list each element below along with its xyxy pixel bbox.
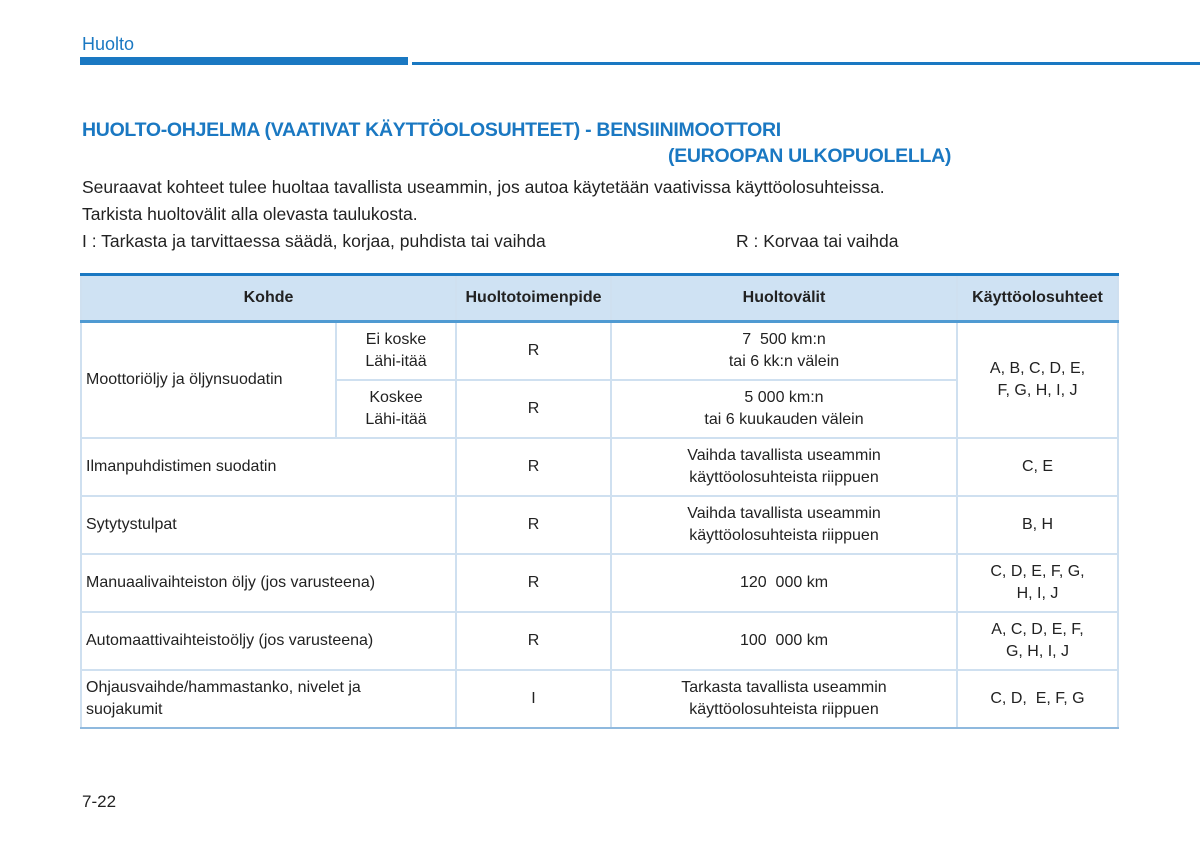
maintenance-table <box>80 273 1119 729</box>
header-rule-thin <box>412 62 1200 65</box>
row-interval <box>611 670 957 728</box>
oil-conditions <box>957 322 1118 438</box>
oil-sub2-label-line1: Koskee <box>369 388 423 406</box>
row-action: I <box>456 670 611 728</box>
row-conditions-line1: C, E <box>1021 457 1054 475</box>
row-interval <box>611 554 957 612</box>
table-row <box>81 554 1118 612</box>
oil-sub1-interval-line2: tai 6 kk:n välein <box>728 352 840 370</box>
oil-sub2-label <box>336 380 456 438</box>
row-item: Automaattivaihteistoöljy (jos varusteena) <box>81 612 456 670</box>
row-interval <box>611 438 957 496</box>
oil-sub2-interval <box>611 380 957 438</box>
intro-text-line2: Tarkista huoltovälit alla olevasta taulukosta. <box>82 204 418 224</box>
table-row <box>81 670 1118 728</box>
row-conditions <box>957 612 1118 670</box>
row-interval-line1: Tarkasta tavallista useammin <box>681 678 887 696</box>
row-conditions-line2: G, H, I, J <box>1005 642 1070 660</box>
row-action: R <box>456 554 611 612</box>
oil-sub2-action: R <box>456 380 611 438</box>
page-title-line2: (EUROOPAN ULKOPUOLELLA) <box>668 145 952 167</box>
oil-sub2-interval-line2: tai 6 kuukauden välein <box>704 410 864 428</box>
row-action: R <box>456 496 611 554</box>
oil-sub1-interval <box>611 322 957 380</box>
row-conditions-line1: C, D, E, F, G <box>990 689 1085 707</box>
header-rule-thick <box>80 57 408 65</box>
table-row <box>81 438 1118 496</box>
header-item: Kohde <box>81 275 456 322</box>
row-item: Manuaalivaihteiston öljy (jos varusteena) <box>81 554 456 612</box>
row-interval-line2: käyttöolosuhteista riippuen <box>689 468 879 486</box>
row-interval-line1: Vaihda tavallista useammin <box>687 504 881 522</box>
page-title-line1: HUOLTO-OHJELMA (VAATIVAT KÄYTTÖOLOSUHTEET) - BENSIINIMOOTTORI <box>82 119 781 141</box>
row-item: Sytytystulpat <box>81 496 456 554</box>
intro-text-line1: Seuraavat kohteet tulee huoltaa tavallista useammin, jos autoa käytetään vaativissa käyttöolosuhteissa. <box>82 177 885 197</box>
section-label: Huolto <box>82 34 135 54</box>
row-item: Ohjausvaihde/hammastanko, nivelet ja suojakumit <box>81 670 456 728</box>
row-interval-line1: Vaihda tavallista useammin <box>687 446 881 464</box>
row-conditions-line2: H, I, J <box>1016 584 1059 602</box>
row-conditions <box>957 438 1118 496</box>
row-conditions-line1: B, H <box>1021 515 1054 533</box>
row-conditions <box>957 496 1118 554</box>
oil-sub1-label <box>336 322 456 380</box>
oil-sub1-interval-line1: 7 500 km:n <box>742 330 826 348</box>
page-number: 7-22 <box>82 792 117 811</box>
row-conditions-line1: A, C, D, E, F, <box>991 620 1084 638</box>
oil-item <box>81 322 336 438</box>
row-interval <box>611 612 957 670</box>
header-action: Huoltotoimenpide <box>456 275 611 322</box>
row-action: R <box>456 612 611 670</box>
row-interval-line1: 100 000 km <box>739 631 829 649</box>
header-conditions: Käyttöolosuhteet <box>957 275 1118 322</box>
table-header-row <box>81 275 1118 322</box>
row-conditions <box>957 554 1118 612</box>
row-interval-line2: käyttöolosuhteista riippuen <box>689 700 879 718</box>
oil-conditions-line2: F, G, H, I, J <box>997 381 1078 399</box>
table-row-oil-1 <box>81 322 1118 380</box>
oil-sub2-interval-line1: 5 000 km:n <box>744 388 824 406</box>
oil-sub1-label-line2: Lähi-itää <box>365 352 427 370</box>
row-item: Ilmanpuhdistimen suodatin <box>81 438 456 496</box>
table-row <box>81 496 1118 554</box>
row-interval-line2: käyttöolosuhteista riippuen <box>689 526 879 544</box>
row-conditions-line1: C, D, E, F, G, <box>990 562 1085 580</box>
legend-r: R : Korvaa tai vaihda <box>736 231 899 251</box>
legend-i: I : Tarkasta ja tarvittaessa säädä, korjaa, puhdista tai vaihda <box>82 231 546 251</box>
oil-sub1-action: R <box>456 322 611 380</box>
oil-sub2-label-line2: Lähi-itää <box>365 410 427 428</box>
row-interval <box>611 496 957 554</box>
table-row <box>81 612 1118 670</box>
oil-sub1-label-line1: Ei koske <box>365 330 427 348</box>
header-interval: Huoltovälit <box>611 275 957 322</box>
oil-item-label: Moottoriöljy ja öljynsuodatin <box>86 370 283 388</box>
row-action: R <box>456 438 611 496</box>
row-interval-line1: 120 000 km <box>739 573 829 591</box>
row-conditions <box>957 670 1118 728</box>
oil-conditions-line1: A, B, C, D, E, <box>989 359 1086 377</box>
